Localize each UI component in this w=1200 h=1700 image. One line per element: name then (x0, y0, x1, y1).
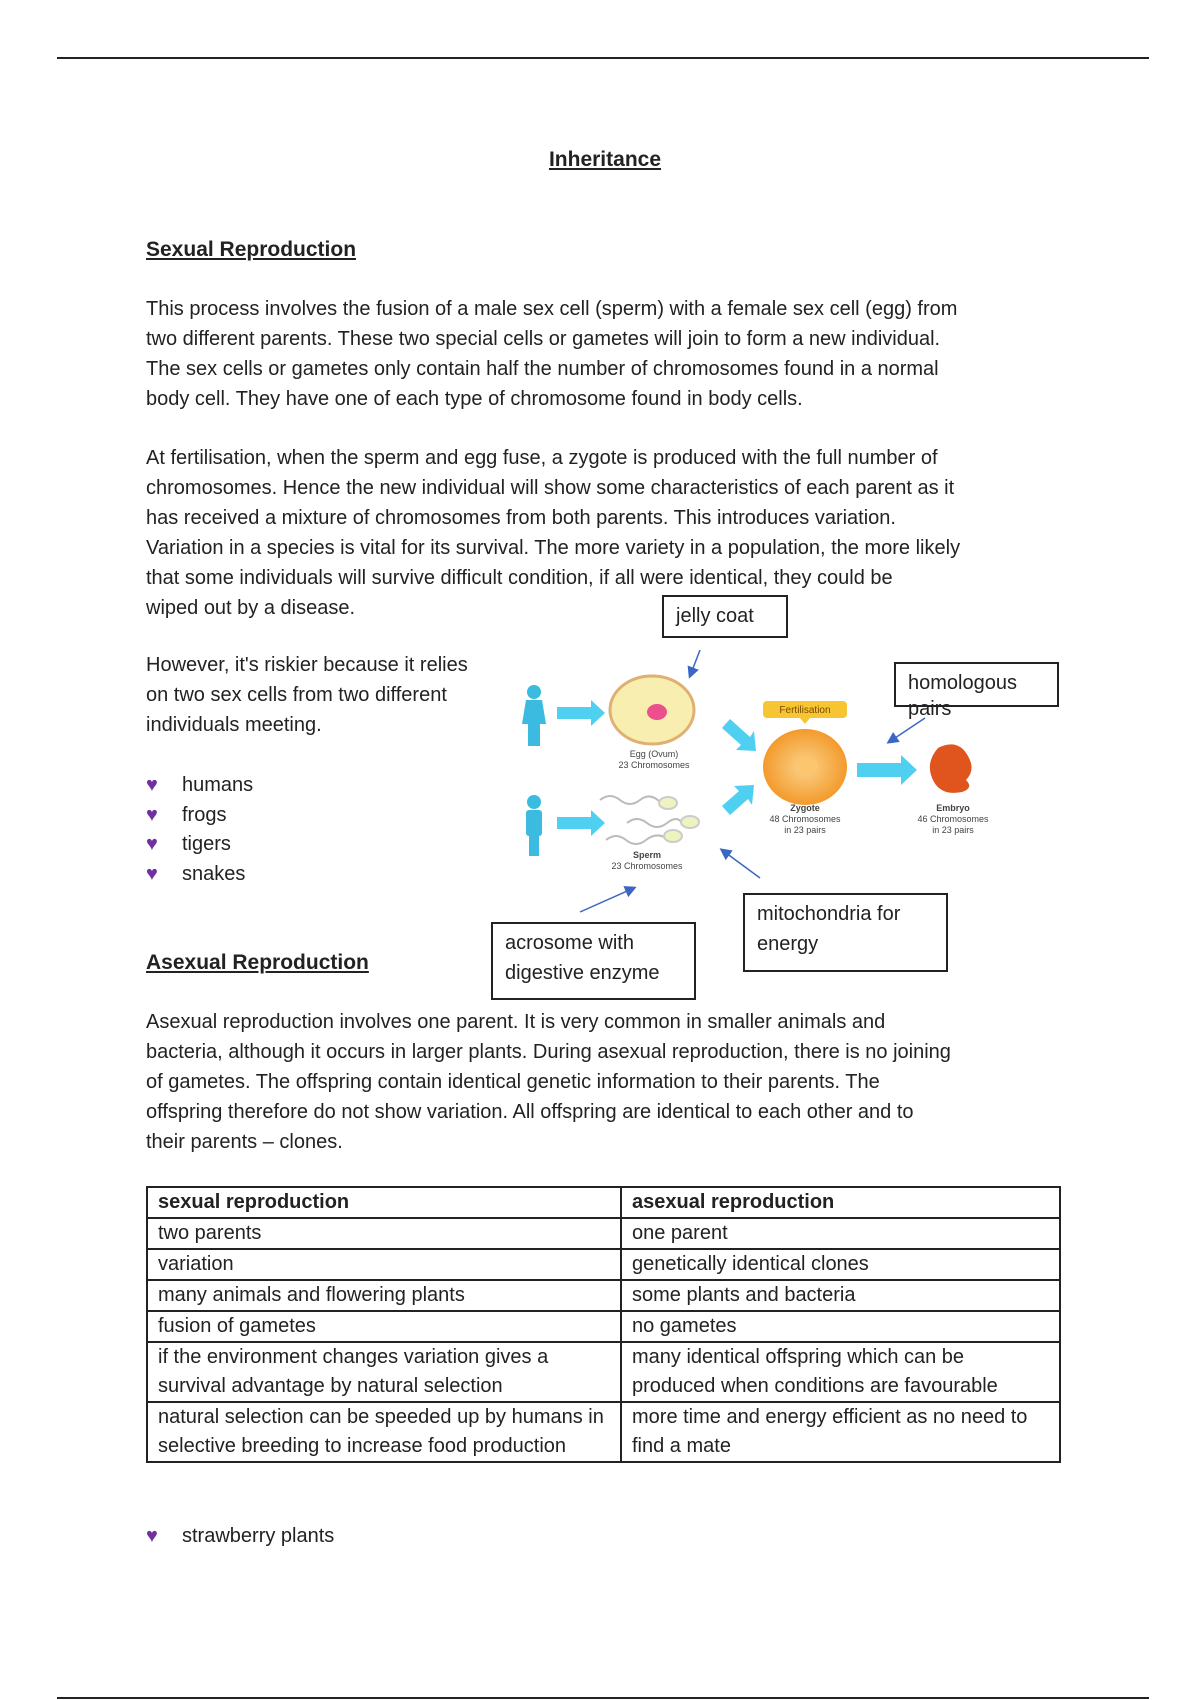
annotation-acrosome (491, 922, 696, 1000)
heart-bullet-icon: ♥ (146, 833, 158, 856)
text-line: bacteria, although it occurs in larger plants. During asexual reproduction, there is no joining (146, 1041, 951, 1063)
text-line: However, it's riskier because it relies (146, 654, 468, 676)
text-line: their parents – clones. (146, 1131, 343, 1153)
sperm-chromosomes: 23 Chromosomes (611, 861, 683, 871)
table-cell: two parents (147, 1218, 621, 1249)
table-cell: some plants and bacteria (621, 1280, 1060, 1311)
egg-chromosomes: 23 Chromosomes (618, 760, 690, 770)
list-item-label: humans (182, 774, 254, 796)
text-line: Variation in a species is vital for its survival. The more variety in a population, the more likely (146, 537, 961, 559)
table-cell: no gametes (621, 1311, 1060, 1342)
table-row (147, 1311, 1060, 1342)
annotation-text: digestive enzyme (505, 962, 660, 984)
text-line: chromosomes. Hence the new individual will show some characteristics of each parent as it (146, 477, 955, 499)
heading-asexual-reproduction: Asexual Reproduction (146, 951, 369, 974)
arrow-right-icon (857, 755, 917, 785)
table-cell: fusion of gametes (147, 1311, 621, 1342)
table-cell: variation (147, 1249, 621, 1280)
table-cell: genetically identical clones (621, 1249, 1060, 1280)
table-cell: natural selection can be speeded up by humans in selective breeding to increase food production (147, 1402, 621, 1462)
zygote-label: Zygote (790, 803, 820, 813)
table-cell: if the environment changes variation gives a survival advantage by natural selection (147, 1342, 621, 1402)
asexual-examples-list (146, 1522, 334, 1552)
text-line: has received a mixture of chromosomes from both parents. This introduces variation. (146, 507, 896, 529)
annotation-text: jelly coat (676, 605, 754, 627)
embryo-icon (930, 744, 972, 792)
page-title: Inheritance (548, 148, 662, 171)
embryo-label: Embryo (936, 803, 970, 813)
list-item-label: snakes (182, 863, 246, 886)
table-cell: one parent (621, 1218, 1060, 1249)
table-row (147, 1280, 1060, 1311)
text-line: on two sex cells from two different (146, 684, 447, 706)
text-line: offspring therefore do not show variation. All offspring are identical to each other and to (146, 1101, 914, 1123)
text-line: wiped out by a disease. (146, 597, 356, 619)
male-figure-icon (526, 795, 542, 856)
text-line: of gametes. The offspring contain identical genetic information to their parents. The (146, 1071, 880, 1093)
heart-bullet-icon: ♥ (146, 863, 158, 886)
heart-bullet-icon: ♥ (146, 1525, 158, 1547)
annotation-text: energy (757, 933, 819, 955)
annotation-mitochondria (743, 893, 948, 972)
table-header-row (147, 1187, 1060, 1218)
female-figure-icon (522, 685, 546, 746)
annotation-text: mitochondria for (757, 903, 901, 925)
bottom-rule (57, 1697, 1149, 1699)
annotation-homologous-pairs (894, 662, 1059, 720)
list-item (146, 1522, 334, 1552)
text-line: At fertilisation, when the sperm and egg fuse, a zygote is produced with the full number of (146, 447, 938, 469)
table-row (147, 1218, 1060, 1249)
table-cell: many identical offspring which can be produced when conditions are favourable (621, 1342, 1060, 1402)
column-header: sexual reproduction (147, 1187, 621, 1218)
embryo-pairs: in 23 pairs (932, 825, 974, 835)
embryo-chromosomes: 46 Chromosomes (917, 814, 989, 824)
fertilisation-badge (763, 701, 847, 724)
annotation-jelly-coat (662, 595, 788, 638)
list-item-label: tigers (182, 833, 231, 856)
zygote-cell (763, 729, 847, 805)
table-row (147, 1342, 1060, 1402)
fertilisation-label: Fertilisation (779, 705, 831, 716)
table-cell: many animals and flowering plants (147, 1280, 621, 1311)
annotation-text: acrosome with (505, 932, 634, 954)
egg-cell (610, 676, 694, 744)
list-item-label: frogs (182, 803, 227, 826)
annotation-text: homologous (908, 672, 1017, 694)
paragraph-asexual (146, 1007, 951, 1157)
text-line: individuals meeting. (146, 714, 322, 736)
list-item-label: strawberry plants (182, 1525, 335, 1547)
text-line: body cell. They have one of each type of chromosome found in body cells. (146, 388, 803, 410)
table-cell: more time and energy efficient as no need to find a mate (621, 1402, 1060, 1462)
column-header: asexual reproduction (621, 1187, 1060, 1218)
table-row (147, 1402, 1060, 1462)
table-row (147, 1249, 1060, 1280)
annotation-text: pairs (908, 698, 952, 720)
text-line: two different parents. These two special cells or gametes will join to form a new individual. (146, 328, 941, 350)
text-line: This process involves the fusion of a male sex cell (sperm) with a female sex cell (egg) from (146, 298, 958, 320)
heading-sexual-reproduction: Sexual Reproduction (146, 238, 357, 261)
sperm-label: Sperm (632, 850, 662, 860)
text-line: Asexual reproduction involves one parent. It is very common in smaller animals and (146, 1011, 886, 1033)
zygote-pairs: in 23 pairs (784, 825, 826, 835)
text-line: The sex cells or gametes only contain half the number of chromosomes found in a normal (146, 358, 939, 380)
arrow-right-icon (557, 700, 605, 726)
sperm-cells (600, 796, 699, 844)
arrow-diagonal-icon (722, 785, 754, 815)
arrow-diagonal-icon (722, 719, 756, 751)
egg-label: Egg (Ovum) (629, 749, 679, 759)
comparison-table (146, 1186, 1061, 1463)
zygote-chromosomes: 48 Chromosomes (769, 814, 841, 824)
arrow-right-icon (557, 810, 605, 836)
heart-bullet-icon: ♥ (146, 803, 158, 826)
heart-bullet-icon: ♥ (146, 774, 158, 796)
text-line: that some individuals will survive difficult condition, if all were identical, they could be (146, 567, 893, 589)
